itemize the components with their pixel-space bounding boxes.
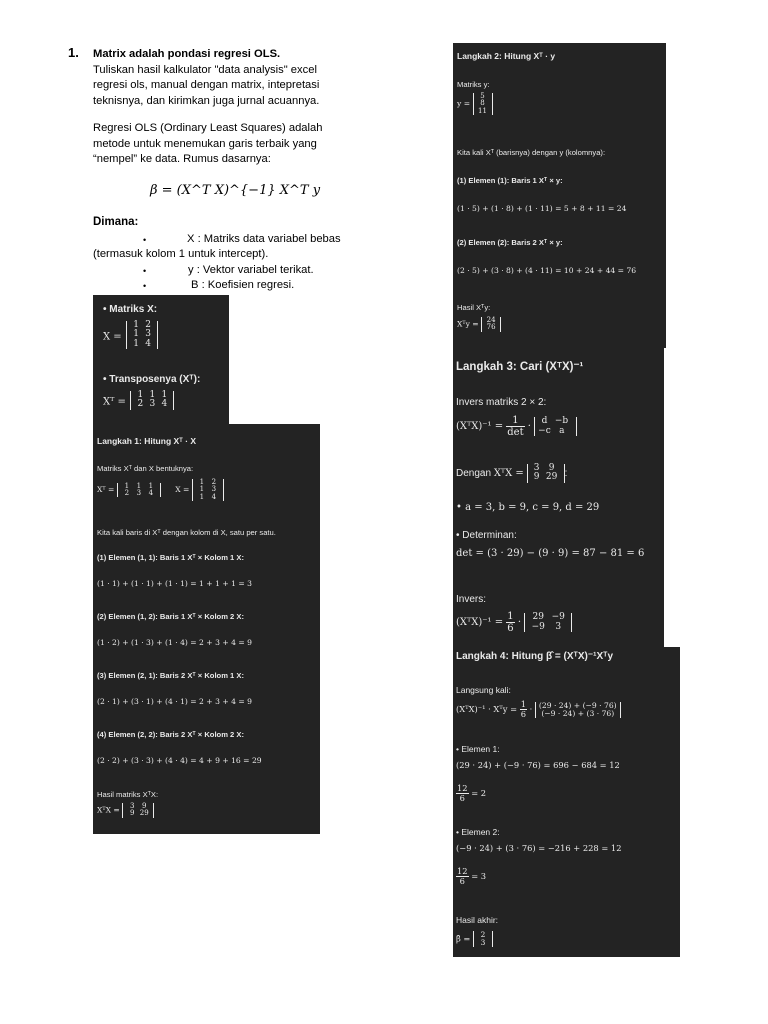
doc-intro <box>93 47 363 109</box>
langkah1-heading: Langkah 1: Hitung Xᵀ · X <box>97 436 197 446</box>
elemen2-label: • Elemen 2: <box>456 827 500 837</box>
fraction: $\frac{12}{6}$ <box>457 866 468 887</box>
e2-heading: (2) Elemen (2): Baris 2 Xᵀ × y: <box>457 238 563 247</box>
langkah2-heading: Langkah 2: Hitung Xᵀ · y <box>457 51 556 61</box>
fraction: $\frac{1}{6}$ <box>520 699 526 720</box>
e22-heading: (4) Elemen (2, 2): Baris 2 Xᵀ × Kolom 2 X: <box>97 730 244 739</box>
e1-heading: (1) Elemen (1): Baris 1 Xᵀ × y: <box>457 176 563 185</box>
panel-matrix-x <box>93 295 229 425</box>
dimana-heading: Dimana: <box>93 216 139 228</box>
langkah3-heading: Langkah 3: Cari (XᵀX)⁻¹ <box>456 361 584 373</box>
langkah1-matriks-line: Matriks Xᵀ dan X bentuknya: <box>97 464 194 473</box>
panel-langkah-4 <box>453 647 680 957</box>
hasil-akhir-label: Hasil akhir: <box>456 915 499 925</box>
e2-calc: (2 · 5) + (3 · 8) + (4 · 11) = 10 + 24 + 44 = 76 <box>457 266 637 275</box>
e11-calc: (1 · 1) + (1 · 1) + (1 · 1) = 1 + 1 + 1 = 3 <box>97 579 252 588</box>
determinan-label: • Determinan: <box>456 530 517 541</box>
list-number: 1. <box>68 45 79 60</box>
ols-line: metode untuk menemukan garis terbaik yang <box>93 137 317 150</box>
invers2-label: Invers: <box>456 594 487 605</box>
langkah4-heading: Langkah 4: Hitung β̂ = (XᵀX)⁻¹Xᵀy <box>456 651 614 662</box>
bullet-dot: • <box>143 235 147 245</box>
fraction: $\frac{1}{\det}$ <box>507 415 524 438</box>
doc-title: Matrix adalah pondasi regresi OLS. <box>93 48 281 60</box>
panel-langkah-1 <box>93 424 320 834</box>
e12-heading: (2) Elemen (1, 2): Baris 1 Xᵀ × Kolom 2 X: <box>97 612 244 621</box>
matrix-beta: 2 3 <box>473 931 493 947</box>
e21-calc: (2 · 1) + (3 · 1) + (4 · 1) = 2 + 3 + 4 = 9 <box>97 697 252 706</box>
langsung-formula: (XᵀX)⁻¹ · Xᵀy = $\frac{1}{6}$ · (29 · 24) + (−9 · 76) (−9 · 24) + (3 · 76) <box>456 700 621 719</box>
e12-calc: (1 · 2) + (1 · 3) + (1 · 4) = 2 + 3 + 4 = 9 <box>97 638 252 647</box>
xt-eq-label: Xᵀ = <box>103 396 126 408</box>
invers2-formula: (XᵀX)⁻¹ = $\frac{1}{6}$ · 29 −9 −9 3 <box>456 611 572 634</box>
bullet-x: X : Matriks data variabel bebas <box>187 233 341 245</box>
matrix-x: 1 2 1 3 1 4 <box>192 479 224 501</box>
elemen1-calc: (29 · 24) + (−9 · 76) = 696 − 684 = 12 <box>456 760 620 770</box>
elemen2-calc: (−9 · 24) + (3 · 76) = −216 + 228 = 12 <box>456 843 622 853</box>
matrix-x: 1 2 1 3 1 4 <box>126 321 158 349</box>
matrix-xtx: 3 9 9 29 <box>527 464 565 483</box>
matriks-y-label: Matriks y: <box>457 80 490 89</box>
panel-langkah-3 <box>453 347 664 649</box>
bullet-b: B : Koefisien regresi. <box>191 279 295 291</box>
hasil-label: Hasil matriks XᵀX: <box>97 790 159 799</box>
intro-line: regresi ols, manual dengan matrix, intepretasi <box>93 79 320 91</box>
elemen2-result: $\frac{12}{6}$ = 3 <box>457 866 487 887</box>
hasil-xty-eq: Xᵀy = 24 76 <box>457 317 501 332</box>
intro-line: Tuliskan hasil kalkulator "data analysis" excel <box>93 63 317 76</box>
hasil-matrix-eq: XᵀX = 3 9 9 29 <box>97 803 154 818</box>
matrix-y-eq: y = 5 8 11 <box>457 93 493 115</box>
panel-langkah-2 <box>453 43 666 348</box>
ols-paragraph <box>93 121 363 168</box>
transpose-label: • Transposenya (Xᵀ): <box>103 374 201 385</box>
matrix-xt: 1 1 1 2 3 4 <box>117 483 161 498</box>
determinan-calc: det = (3 · 29) − (9 · 9) = 87 − 81 = 6 <box>456 548 645 559</box>
abcd-values: • a = 3, b = 9, c = 9, d = 29 <box>456 502 600 513</box>
matrix-adj: d −b −c a <box>534 417 577 436</box>
matrix-product: (29 · 24) + (−9 · 76) (−9 · 24) + (3 · 76) <box>535 702 621 718</box>
fraction: $\frac{1}{6}$ <box>507 611 514 634</box>
fraction: $\frac{12}{6}$ <box>457 783 468 804</box>
invers-label: Invers matriks 2 × 2: <box>456 397 547 408</box>
langsung-label: Langsung kali: <box>456 685 511 695</box>
x-eq-label: X = <box>103 331 122 343</box>
hasil-akhir-eq: β̂ = 2 3 <box>456 931 493 947</box>
matrix-xt-eq <box>103 391 174 410</box>
dengan-label: Dengan <box>456 468 492 480</box>
bullet-x-cont: (termasuk kolom 1 untuk intercept). <box>93 248 269 260</box>
matriks-x-label: • Matriks X: <box>103 304 158 315</box>
bullet-y: y : Vektor variabel terikat. <box>188 264 314 276</box>
e1-calc: (1 · 5) + (1 · 8) + (1 · 11) = 5 + 8 + 11 = 24 <box>457 204 627 213</box>
e21-heading: (3) Elemen (2, 1): Baris 2 Xᵀ × Kolom 1 X: <box>97 671 244 680</box>
matrix-inverse: 29 −9 −9 3 <box>524 613 572 632</box>
matrix-xty: 24 76 <box>481 317 501 332</box>
langkah1-kali-line: Kita kali baris di Xᵀ dengan kolom di X, satu per satu. <box>97 528 276 537</box>
bullet-dot: • <box>143 281 147 291</box>
ols-line: “nempel” ke data. Rumus dasarnya: <box>93 153 271 166</box>
langkah2-kali-line: Kita kali Xᵀ (barisnya) dengan y (kolomnya): <box>457 148 606 157</box>
hasil-xty-label: Hasil Xᵀy: <box>457 303 491 312</box>
elemen1-result: $\frac{12}{6}$ = 2 <box>457 783 487 804</box>
langkah1-matrices: Xᵀ = 1 1 1 2 3 4 X = 1 2 1 3 1 4 <box>97 479 224 501</box>
e22-calc: (2 · 2) + (3 · 3) + (4 · 4) = 4 + 9 + 16 = 29 <box>97 756 262 765</box>
e11-heading: (1) Elemen (1, 1): Baris 1 Xᵀ × Kolom 1 X: <box>97 553 244 562</box>
matrix-xt: 1 1 1 2 3 4 <box>130 391 174 410</box>
matrix-xtx: 3 9 9 29 <box>122 803 154 818</box>
invers-formula: (XᵀX)⁻¹ = $\frac{1}{\det}$ · d −b −c a <box>456 415 577 438</box>
matrix-x-eq <box>103 321 158 349</box>
elemen1-label: • Elemen 1: <box>456 744 500 754</box>
ols-formula: β = (X^T X)^{−1} X^T y <box>150 183 321 198</box>
intro-line: teknisnya, dan kirimkan juga jurnal acuannya. <box>93 94 320 107</box>
matrix-y: 5 8 11 <box>473 93 493 115</box>
dengan-line: Dengan XᵀX = 3 9 9 29 : <box>456 463 568 483</box>
ols-line: Regresi OLS (Ordinary Least Squares) adalah <box>93 122 323 134</box>
bullet-dot: • <box>143 266 147 276</box>
